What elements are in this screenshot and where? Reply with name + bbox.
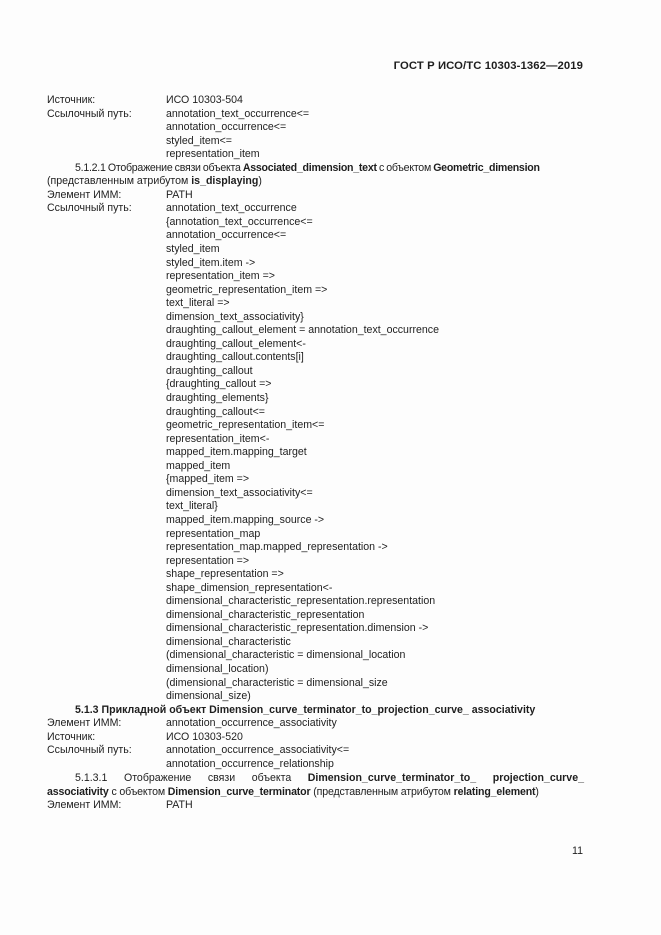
path-line: dimensional_characteristic_representation.representation — [166, 595, 436, 608]
path-line: (dimensional_characteristic = dimensional_size — [166, 676, 388, 689]
element-value: annotation_occurrence_associativity — [166, 717, 337, 730]
path-line: shape_dimension_representation<- — [166, 581, 333, 594]
path-line: representation_map.mapped_representation -> — [166, 541, 388, 554]
path-line: annotation_occurrence_relationship — [166, 757, 334, 770]
reference-path-row — [47, 108, 584, 162]
document-standard-header: ГОСТ Р ИСО/ТС 10303-1362—2019 — [393, 60, 583, 72]
reference-path-row — [47, 744, 584, 771]
reference-path-list — [166, 202, 584, 703]
source-row — [47, 731, 584, 745]
element-row — [47, 799, 584, 813]
path-line: dimension_text_associativity} — [166, 310, 304, 323]
element-label: Элемент ИММ: — [47, 188, 122, 201]
reference-path-label: Ссылочный путь: — [47, 107, 132, 120]
source-label: Источник: — [47, 730, 96, 743]
source-label: Источник: — [47, 94, 96, 106]
path-line: text_literal => — [166, 297, 230, 310]
reference-path-label: Ссылочный путь: — [47, 744, 132, 757]
source-row — [47, 94, 584, 108]
section-5-1-3-heading: 5.1.3 Прикладной объект Dimension_curve_terminator_to_projection_curve_ associativity — [75, 703, 536, 716]
element-row — [47, 717, 584, 731]
path-line: annotation_occurrence<= — [166, 121, 287, 134]
source-value: ИСО 10303-504 — [166, 94, 243, 106]
path-line: representation_item => — [166, 270, 275, 283]
path-line: {mapped_item => — [166, 473, 250, 486]
path-line: dimensional_size) — [166, 690, 251, 703]
reference-path-label: Ссылочный путь: — [47, 202, 132, 215]
path-line: dimensional_characteristic_representation.dimension -> — [166, 622, 429, 635]
element-label: Элемент ИММ: — [47, 799, 122, 812]
path-line: mapped_item.mapping_target — [166, 446, 307, 459]
page-content — [47, 94, 584, 813]
path-line: annotation_text_occurrence<= — [166, 107, 310, 120]
source-value: ИСО 10303-520 — [166, 730, 243, 743]
path-line: draughting_callout — [166, 364, 253, 377]
path-line: geometric_representation_item => — [166, 283, 328, 296]
path-line: draughting_callout.contents[i] — [166, 351, 304, 364]
path-line: styled_item — [166, 243, 220, 256]
path-line: draughting_callout<= — [166, 405, 265, 418]
element-row — [47, 189, 584, 203]
path-line: annotation_occurrence_associativity<= — [166, 744, 350, 757]
path-line: draughting_callout_element<- — [166, 337, 306, 350]
page-number: 11 — [572, 845, 583, 857]
section-5-1-3-1-title: 5.1.3.1 Отображение связи объекта Dimension_curve_terminator_to_ projection_curve_ — [75, 772, 584, 785]
path-line: styled_item.item -> — [166, 256, 256, 269]
reference-path-list — [166, 108, 584, 162]
path-line: representation_map — [166, 527, 261, 540]
path-line: dimensional_location) — [166, 662, 269, 675]
path-line: geometric_representation_item<= — [166, 419, 325, 432]
path-line: representation => — [166, 554, 250, 567]
section-5-1-2-1-title: 5.1.2.1 Отображение связи объекта Associated_dimension_text с объектом Geometric_dimension — [75, 161, 540, 174]
path-line: representation_item — [166, 148, 260, 161]
element-value: PATH — [166, 799, 193, 812]
path-line: mapped_item.mapping_source -> — [166, 513, 325, 526]
path-line: text_literal} — [166, 500, 218, 513]
reference-path-row — [47, 202, 584, 703]
path-line: (dimensional_characteristic = dimensional_location — [166, 649, 406, 662]
path-line: annotation_text_occurrence — [166, 202, 297, 215]
path-line: dimensional_characteristic_representation — [166, 608, 365, 621]
path-line: {draughting_callout => — [166, 378, 272, 391]
element-value: PATH — [166, 188, 193, 201]
path-line: mapped_item — [166, 459, 231, 472]
reference-path-list — [166, 744, 584, 771]
path-line: dimension_text_associativity<= — [166, 486, 313, 499]
element-label: Элемент ИММ: — [47, 717, 122, 730]
path-line: representation_item<- — [166, 432, 270, 445]
path-line: {annotation_text_occurrence<= — [166, 215, 313, 228]
section-5-1-3-1-title-cont: associativity с объектом Dimension_curve_terminator (представленным атрибутом relating_element) — [47, 785, 539, 798]
path-line: annotation_occurrence<= — [166, 229, 287, 242]
path-line: draughting_elements} — [166, 392, 269, 405]
path-line: draughting_callout_element = annotation_text_occurrence — [166, 324, 439, 337]
path-line: shape_representation => — [166, 568, 284, 581]
path-line: styled_item<= — [166, 134, 232, 147]
section-5-1-2-1-title-cont: (представленным атрибутом is_displaying) — [47, 175, 262, 188]
path-line: dimensional_characteristic — [166, 635, 291, 648]
